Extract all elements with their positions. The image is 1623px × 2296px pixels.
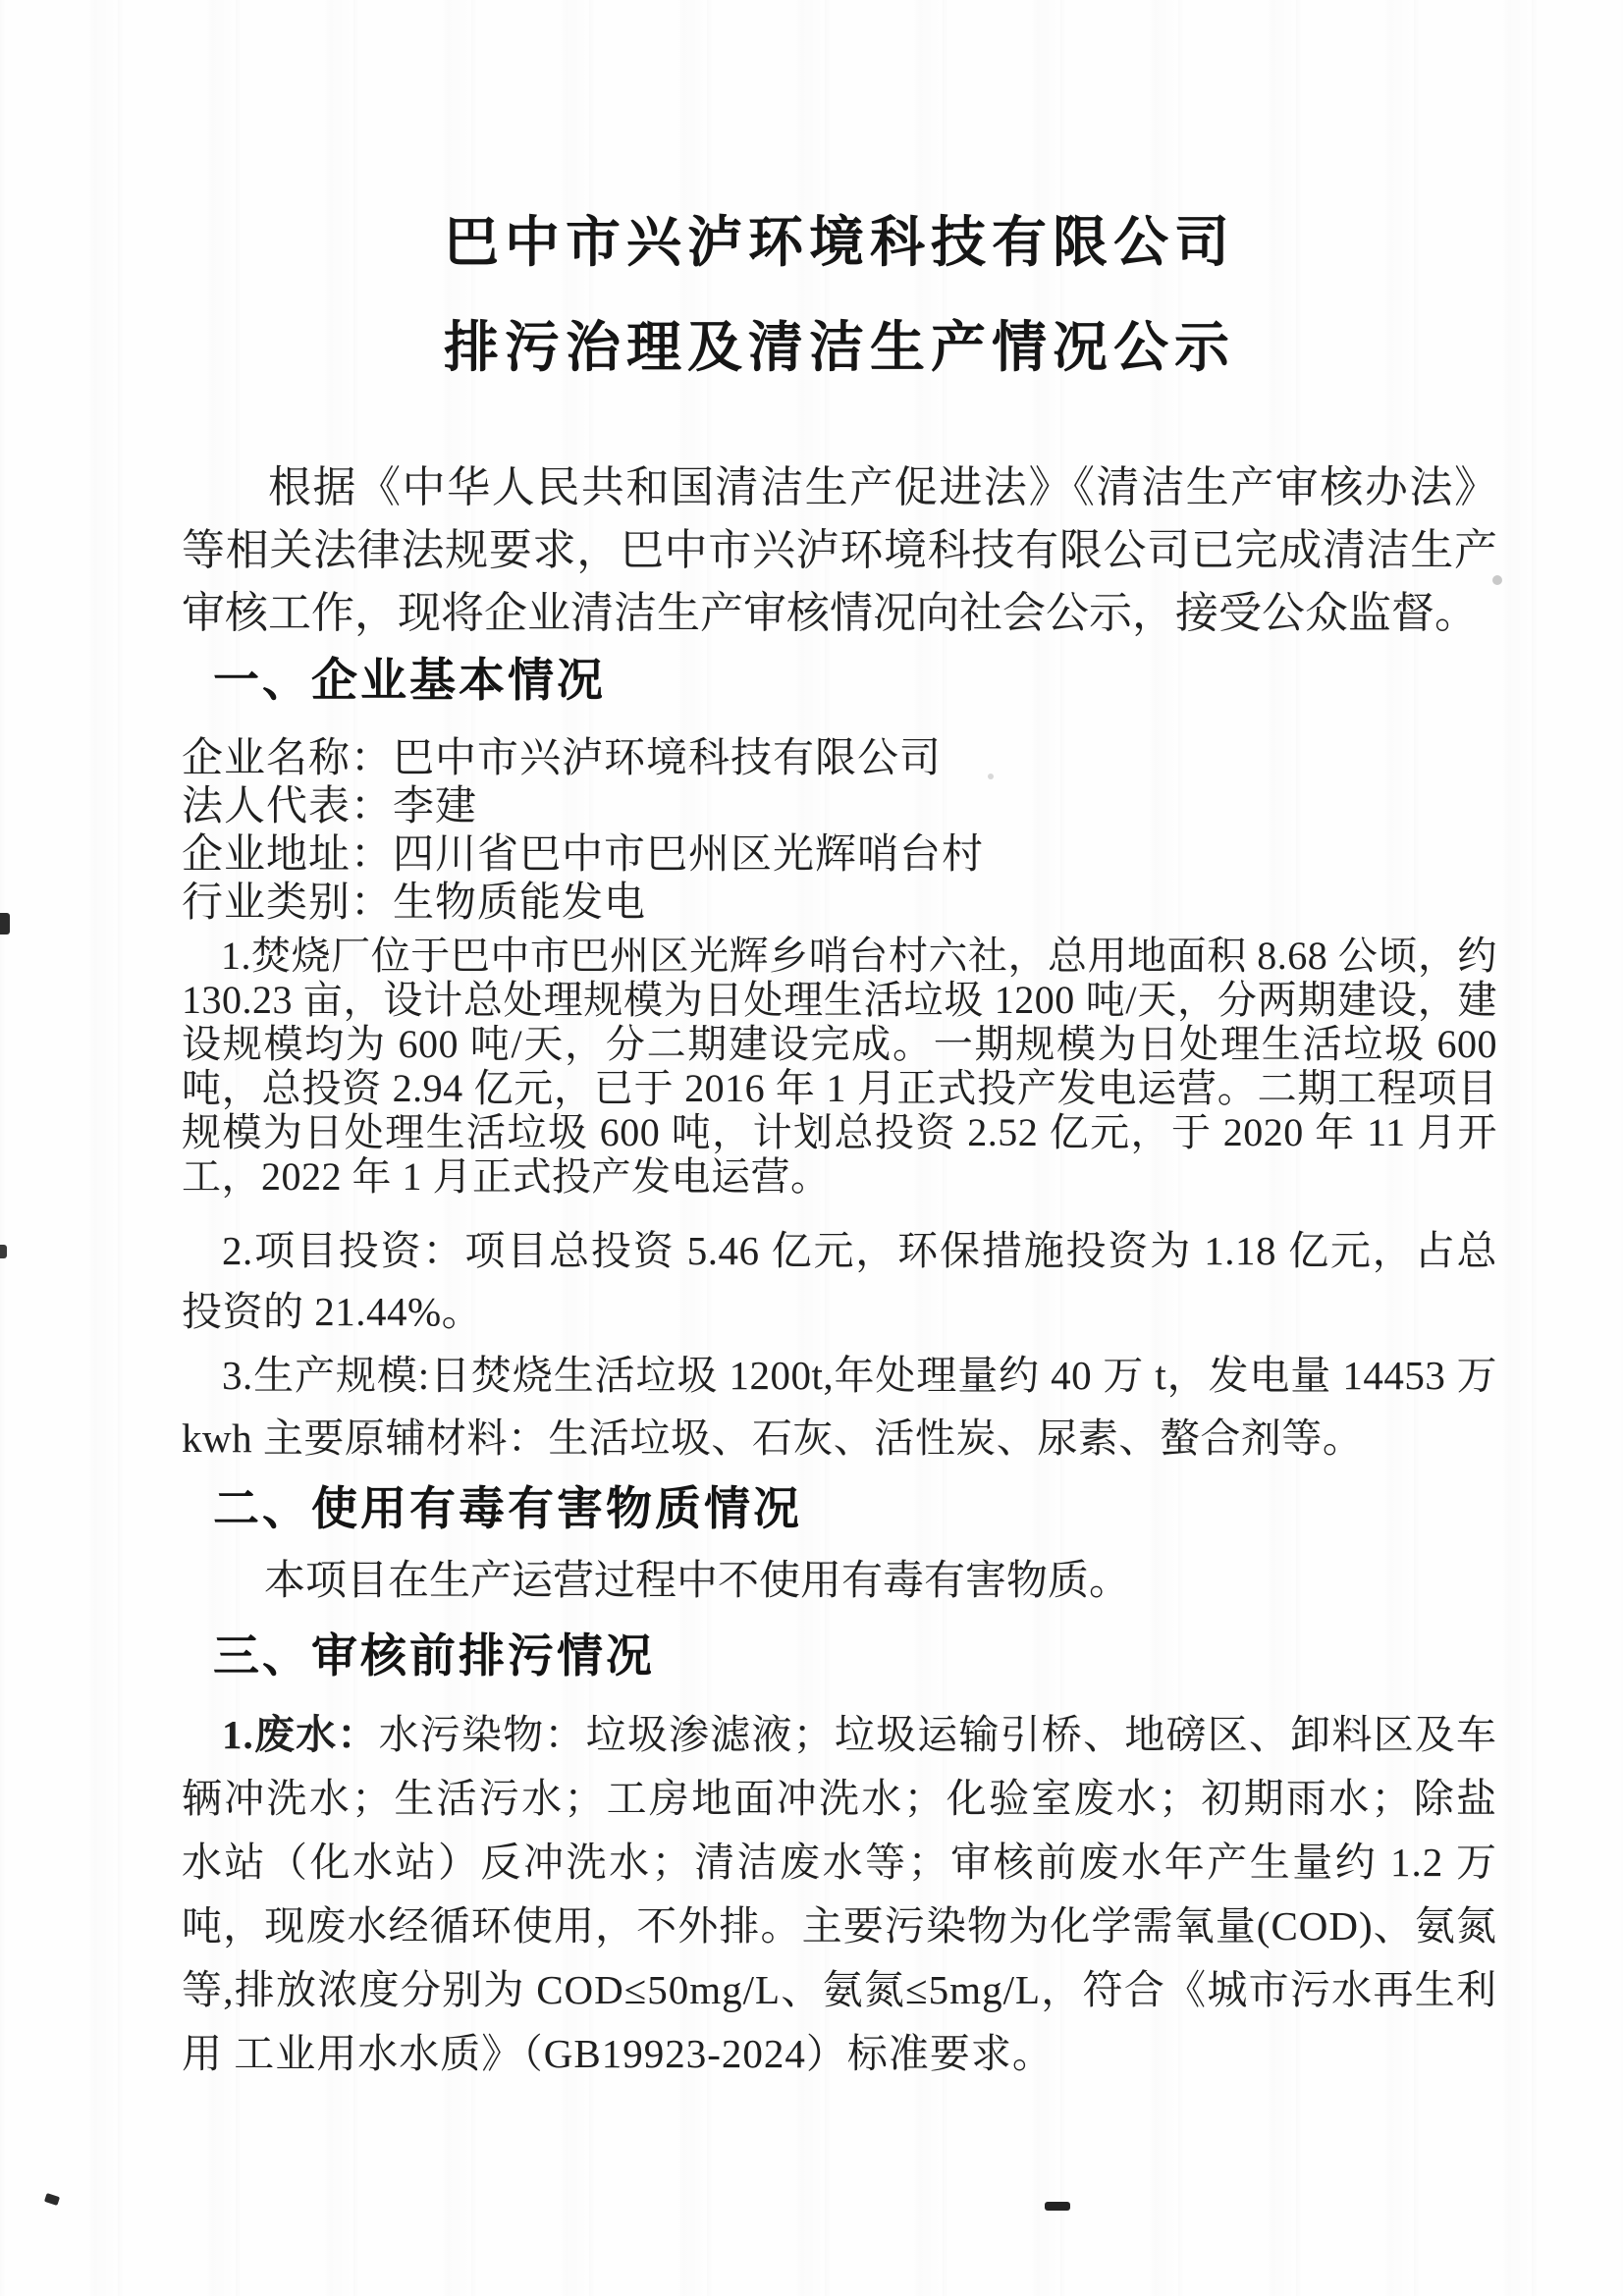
info-company-address: 企业地址：四川省巴中市巴州区光辉哨台村 <box>182 832 985 878</box>
scan-artifact-bottom-left <box>44 2193 60 2206</box>
paragraph-production-scale: 3.生产规模:日焚烧生活垃圾 1200t,年处理量约 40 万 t，发电量 14453 万 kwh 主要原辅材料：生活垃圾、石灰、活性炭、尿素、螯合剂等。 <box>182 1353 1497 1461</box>
document-title-line2: 排污治理及清洁生产情况公示 <box>444 318 1235 379</box>
scan-artifact-left-edge <box>0 1245 7 1258</box>
document-content <box>182 0 1497 2086</box>
paragraph-plant-overview: 1.焚烧厂位于巴中市巴州区光辉乡哨台村六社，总用地面积 8.68 公顷，约 130.23 亩，设计总处理规模为日处理生活垃圾 1200 吨/天，分两期建设，建设规模均为 600 吨/天，分二期建设完成。一期规模为日处理生活垃圾 600 吨，总投资 2.94 亿元，已于 2016 年 1 月正式投产发电运营。二期工程项目规模为日处理生活垃圾 600 吨，计划总投资 2.52 亿元，于 2020 年 11 月开工，2022 年 1 月正式投产发电运营。 <box>182 934 1497 1199</box>
wastewater-body-text: 水污染物：垃圾渗滤液；垃圾运输引桥、地磅区、卸料区及车辆冲洗水；生活污水；工房地面冲洗水；化验室废水；初期雨水；除盐水站（化水站）反冲洗水；清洁废水等；审核前废水年产生量约 1.2 万吨，现废水经循环使用，不外排。主要污染物为化学需氧量(COD)、氨氮等,排放浓度分别为 COD≤50mg/L、氨氮≤5mg/L，符合《城市污水再生利用 工业用水水质》（GB19923-2024）标准要求。 <box>182 1712 1498 2076</box>
company-info-list <box>182 735 1497 928</box>
info-industry-category: 行业类别：生物质能发电 <box>182 881 647 926</box>
wastewater-lead-label: 1.废水： <box>222 1712 379 1757</box>
info-company-name: 企业名称：巴中市兴泸环境科技有限公司 <box>182 736 943 781</box>
paragraph-project-investment: 2.项目投资：项目总投资 5.46 亿元，环保措施投资为 1.18 亿元，占总投资的 21.44%。 <box>182 1228 1497 1334</box>
document-title-line1: 巴中市兴泸环境科技有限公司 <box>444 213 1235 274</box>
paragraph-wastewater <box>182 1703 1497 2086</box>
paragraph-toxic-substances: 本项目在生产运营过程中不使用有毒有害物质。 <box>264 1559 1131 1604</box>
section-3-heading: 三、审核前排污情况 <box>213 1629 655 1682</box>
section-2-heading: 二、使用有毒有害物质情况 <box>213 1482 802 1534</box>
scan-artifact-bottom-dash <box>1045 2202 1070 2211</box>
scan-artifact-left-edge <box>0 913 10 934</box>
intro-paragraph: 根据《中华人民共和国清洁生产促进法》《清洁生产审核办法》等相关法律法规要求，巴中市兴泸环境科技有限公司已完成清洁生产审核工作，现将企业清洁生产审核情况向社会公示，接受公众监督。 <box>182 463 1497 637</box>
section-1-heading: 一、企业基本情况 <box>213 654 606 706</box>
info-legal-representative: 法人代表：李建 <box>182 784 478 829</box>
